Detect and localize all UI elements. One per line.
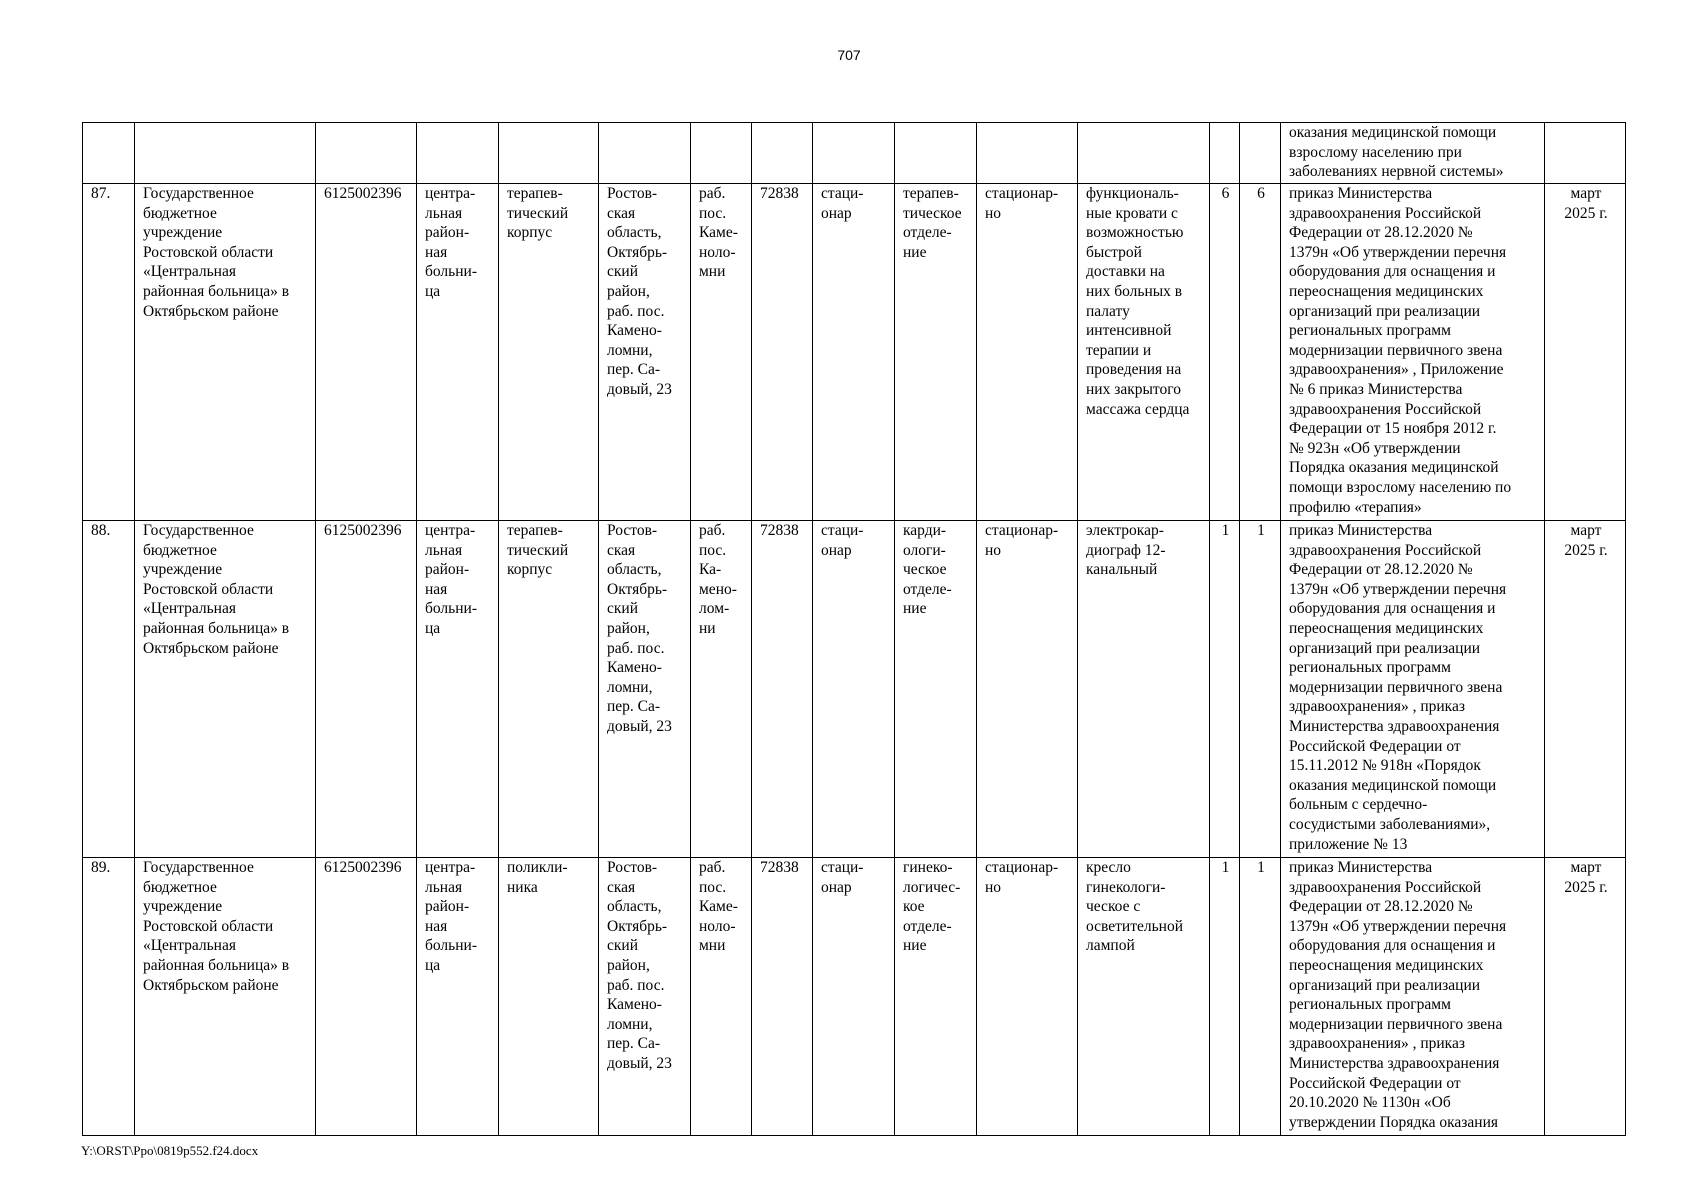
cell-address <box>599 123 691 184</box>
cell-code: 72838 <box>752 858 813 1136</box>
cell-building: поликли- ника <box>499 858 599 1136</box>
cell-date <box>1545 123 1626 184</box>
cell-form: стационар- но <box>977 858 1078 1136</box>
cell-building: терапев- тический корпус <box>499 521 599 858</box>
cell-equipment: кресло гинекологи- ческое с осветительной лампой <box>1078 858 1210 1136</box>
cell-address: Ростов- ская область, Октябрь- ский район, раб. пос. Камено- ломни, пер. Са- довый, 23 <box>599 858 691 1136</box>
footer-file-path: Y:\ORST\Ppo\0819p552.f24.docx <box>81 1143 259 1158</box>
cell-building: терапев- тический корпус <box>499 184 599 521</box>
cell-qty1: 6 <box>1210 184 1240 521</box>
cell-equipment: электрокар- диограф 12- канальный <box>1078 521 1210 858</box>
cell-type <box>417 123 499 184</box>
cell-form <box>977 123 1078 184</box>
cell-locality: раб. пос. Ка- мено- лом- ни <box>691 521 752 858</box>
cell-qty1: 1 <box>1210 858 1240 1136</box>
cell-qty1 <box>1210 123 1240 184</box>
table-row <box>83 858 1626 1136</box>
cell-condition: стаци- онар <box>813 184 895 521</box>
cell-type: центра- льная район- ная больни- ца <box>417 521 499 858</box>
cell-qty2 <box>1240 123 1281 184</box>
cell-address: Ростов- ская область, Октябрь- ский район, раб. пос. Камено- ломни, пер. Са- довый, 23 <box>599 521 691 858</box>
equipment-table <box>82 122 1626 1136</box>
cell-inn <box>316 123 417 184</box>
cell-inn: 6125002396 <box>316 858 417 1136</box>
cell-basis: приказ Министерства здравоохранения Российской Федерации от 28.12.2020 № 1379н «Об утверждении перечня оборудования для оснащения и переоснащения медицинских организаций при реализации региональных программ модернизации первичного звена здравоохранения» , приказ Министерства здравоохранения Российской Федерации от 15.11.2012 № 918н «Порядок оказания медицинской помощи больным с сердечно- сосудистыми заболеваниями», приложение № 13 <box>1281 521 1545 858</box>
cell-date: март 2025 г. <box>1545 858 1626 1136</box>
cell-department: гинеко- логичес- кое отделе- ние <box>895 858 977 1136</box>
table-row <box>83 184 1626 521</box>
cell-org: Государственное бюджетное учреждение Ростовской области «Центральная районная больница» в Октябрьском районе <box>135 858 316 1136</box>
cell-org: Государственное бюджетное учреждение Ростовской области «Центральная районная больница» в Октябрьском районе <box>135 184 316 521</box>
cell-condition: стаци- онар <box>813 521 895 858</box>
cell-equipment: функциональ- ные кровати с возможностью быстрой доставки на них больных в палату интенсивной терапии и проведения на них закрытого массажа сердца <box>1078 184 1210 521</box>
cell-condition: стаци- онар <box>813 858 895 1136</box>
cell-code: 72838 <box>752 184 813 521</box>
cell-qty1: 1 <box>1210 521 1240 858</box>
cell-locality <box>691 123 752 184</box>
cell-code <box>752 123 813 184</box>
cell-date: март 2025 г. <box>1545 521 1626 858</box>
cell-num: 87. <box>83 184 135 521</box>
cell-date: март 2025 г. <box>1545 184 1626 521</box>
cell-inn: 6125002396 <box>316 521 417 858</box>
cell-address: Ростов- ская область, Октябрь- ский район, раб. пос. Камено- ломни, пер. Са- довый, 23 <box>599 184 691 521</box>
cell-equipment <box>1078 123 1210 184</box>
cell-qty2: 6 <box>1240 184 1281 521</box>
page-number: 707 <box>837 47 861 63</box>
cell-num: 89. <box>83 858 135 1136</box>
cell-building <box>499 123 599 184</box>
cell-num: 88. <box>83 521 135 858</box>
cell-type: центра- льная район- ная больни- ца <box>417 858 499 1136</box>
cell-org <box>135 123 316 184</box>
cell-department: карди- ологи- ческое отделе- ние <box>895 521 977 858</box>
cell-condition <box>813 123 895 184</box>
cell-code: 72838 <box>752 521 813 858</box>
cell-qty2: 1 <box>1240 521 1281 858</box>
cell-qty2: 1 <box>1240 858 1281 1136</box>
cell-basis: приказ Министерства здравоохранения Российской Федерации от 28.12.2020 № 1379н «Об утверждении перечня оборудования для оснащения и переоснащения медицинских организаций при реализации региональных программ модернизации первичного звена здравоохранения» , приказ Министерства здравоохранения Российской Федерации от 20.10.2020 № 1130н «Об утверждении Порядка оказания <box>1281 858 1545 1136</box>
cell-form: стационар- но <box>977 184 1078 521</box>
cell-form: стационар- но <box>977 521 1078 858</box>
table-row-continuation <box>83 123 1626 184</box>
cell-basis: оказания медицинской помощи взрослому населению при заболеваниях нервной системы» <box>1281 123 1545 184</box>
cell-basis: приказ Министерства здравоохранения Российской Федерации от 28.12.2020 № 1379н «Об утверждении перечня оборудования для оснащения и переоснащения медицинских организаций при реализации региональных программ модернизации первичного звена здравоохранения» , Приложение № 6 приказ Министерства здравоохранения Российской Федерации от 15 ноября 2012 г. № 923н «Об утверждении Порядка оказания медицинской помощи взрослому населению по профилю «терапия» <box>1281 184 1545 521</box>
cell-locality: раб. пос. Каме- ноло- мни <box>691 858 752 1136</box>
cell-locality: раб. пос. Каме- ноло- мни <box>691 184 752 521</box>
cell-department: терапев- тическое отделе- ние <box>895 184 977 521</box>
table-row <box>83 521 1626 858</box>
cell-inn: 6125002396 <box>316 184 417 521</box>
cell-type: центра- льная район- ная больни- ца <box>417 184 499 521</box>
cell-num <box>83 123 135 184</box>
cell-department <box>895 123 977 184</box>
cell-org: Государственное бюджетное учреждение Ростовской области «Центральная районная больница» в Октябрьском районе <box>135 521 316 858</box>
